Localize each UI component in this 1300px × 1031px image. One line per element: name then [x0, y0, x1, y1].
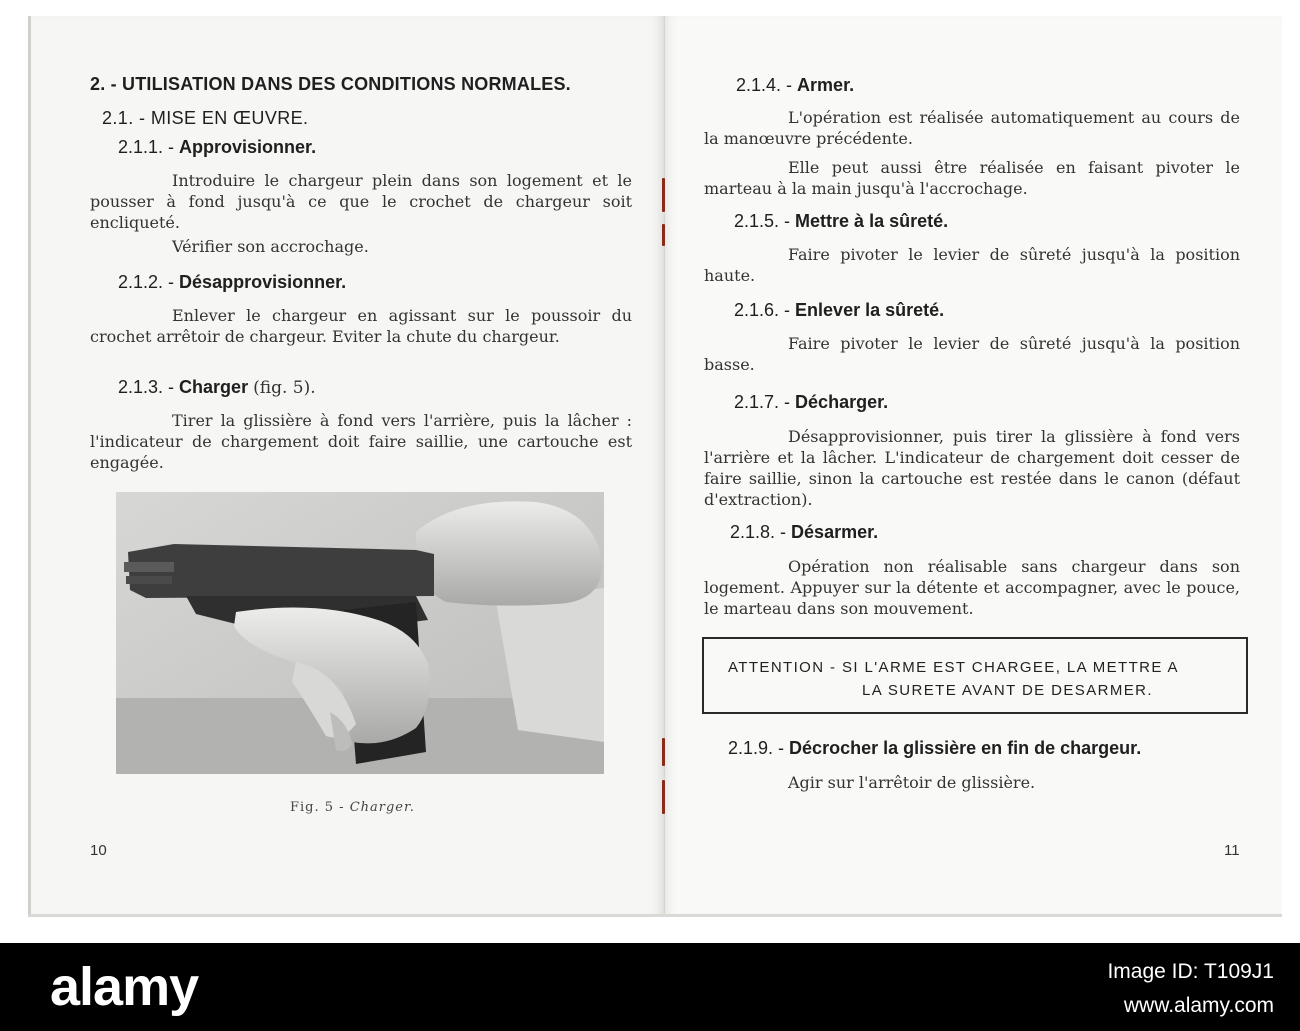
- figure-5-photo: [116, 492, 604, 774]
- heading-title: Décharger.: [795, 392, 889, 412]
- site-url: www.alamy.com: [1123, 994, 1274, 1017]
- heading-2-1-2: [118, 272, 346, 293]
- staple-top-lower: [662, 224, 665, 246]
- paragraph-2-1-5: Faire pivoter le levier de sûreté jusqu'à la position haute.: [704, 245, 1240, 285]
- paragraph-2-1-7: Désapprovisionner, puis tirer la glissière à fond vers l'arrière et la lâcher. L'indicateur de chargement doit cesser de faire saillie, sinon la cartouche est restée dans le canon (défaut d'extraction).: [704, 427, 1240, 509]
- heading-2-1-9: [728, 738, 1141, 759]
- heading-number: 2.1.9. -: [728, 738, 785, 758]
- heading-title: Mettre à la sûreté.: [795, 211, 949, 231]
- section-title: 2. - UTILISATION DANS DES CONDITIONS NORMALES.: [90, 74, 571, 94]
- heading-title: Armer.: [797, 75, 855, 95]
- heading-title: Décrocher la glissière en fin de chargeur.: [789, 738, 1142, 758]
- heading-2-1-8: [730, 522, 878, 543]
- pistol-in-hands-illustration: [116, 492, 604, 774]
- heading-2-1-1: [118, 137, 316, 158]
- heading-number: 2.1.6. -: [734, 300, 791, 320]
- heading-2-1-4: [736, 75, 854, 96]
- heading-number: 2.1.1. -: [118, 137, 175, 157]
- booklet-spread: [28, 16, 1282, 916]
- heading-number: 2.1.5. -: [734, 211, 791, 231]
- staple-bottom: [662, 738, 665, 766]
- heading-number: 2.1.3. -: [118, 377, 175, 397]
- heading-title: Enlever la sûreté.: [795, 300, 945, 320]
- figure-label: Fig. 5 -: [290, 800, 350, 815]
- heading-number: 2.1.2. -: [118, 272, 175, 292]
- heading-2-1-7: [734, 392, 888, 413]
- attention-line-1: ATTENTION - SI L'ARME EST CHARGEE, LA METTRE A: [728, 659, 1179, 676]
- paragraph-2-1-8: Opération non réalisable sans chargeur dans son logement. Appuyer sur la détente et accompagner, avec le pouce, le marteau dans son mouvement.: [704, 557, 1240, 618]
- left-edge-shadow: [28, 16, 31, 916]
- paragraph-2-1-4: L'opération est réalisée automatiquement au cours de la manœuvre précédente.: [704, 108, 1240, 148]
- heading-2-1-6: [734, 300, 944, 321]
- paragraph-2-1-1: Introduire le chargeur plein dans son logement et le pousser à fond jusqu'à ce que le crochet de chargeur soit encliqueté.: [90, 171, 632, 232]
- heading-2-1-3: [118, 377, 316, 399]
- page-number-right: 11: [1224, 842, 1240, 859]
- figure-reference: (fig. 5).: [253, 378, 316, 398]
- staple-bottom-lower: [662, 780, 665, 814]
- paragraph-2-1-4-b: Elle peut aussi être réalisée en faisant pivoter le marteau à la main jusqu'à l'accrochage.: [704, 158, 1240, 198]
- figure-caption-text: Charger.: [349, 800, 415, 815]
- subsection-title: 2.1. - MISE EN ŒUVRE.: [102, 108, 309, 128]
- heading-2-1-5: [734, 211, 948, 232]
- bottom-edge-shadow: [28, 914, 1282, 917]
- heading-number: 2.1.7. -: [734, 392, 791, 412]
- image-id: Image ID: T109J1: [1107, 960, 1274, 983]
- heading-title: Désapprovisionner.: [179, 272, 347, 292]
- figure-caption: [290, 800, 415, 815]
- heading-title: Approvisionner.: [179, 137, 317, 157]
- attention-line-2: LA SURETE AVANT DE DESARMER.: [862, 682, 1153, 699]
- paragraph-2-1-9: Agir sur l'arrêtoir de glissière.: [788, 773, 1036, 792]
- alamy-logo: alamy: [50, 957, 199, 1017]
- page-number-left: 10: [90, 842, 107, 859]
- paragraph-2-1-2: Enlever le chargeur en agissant sur le poussoir du crochet arrêtoir de chargeur. Eviter la chute du chargeur.: [90, 306, 632, 346]
- heading-title: Désarmer.: [791, 522, 879, 542]
- staple-top: [662, 178, 665, 212]
- heading-title: Charger: [179, 377, 249, 397]
- attention-box: [702, 637, 1248, 714]
- paragraph-2-1-1-check: Vérifier son accrochage.: [172, 237, 369, 256]
- paragraph-2-1-6: Faire pivoter le levier de sûreté jusqu'à la position basse.: [704, 334, 1240, 374]
- heading-number: 2.1.4. -: [736, 75, 793, 95]
- paragraph-2-1-3: Tirer la glissière à fond vers l'arrière, puis la lâcher : l'indicateur de chargement doit faire saillie, une cartouche est engagée.: [90, 411, 632, 472]
- heading-number: 2.1.8. -: [730, 522, 787, 542]
